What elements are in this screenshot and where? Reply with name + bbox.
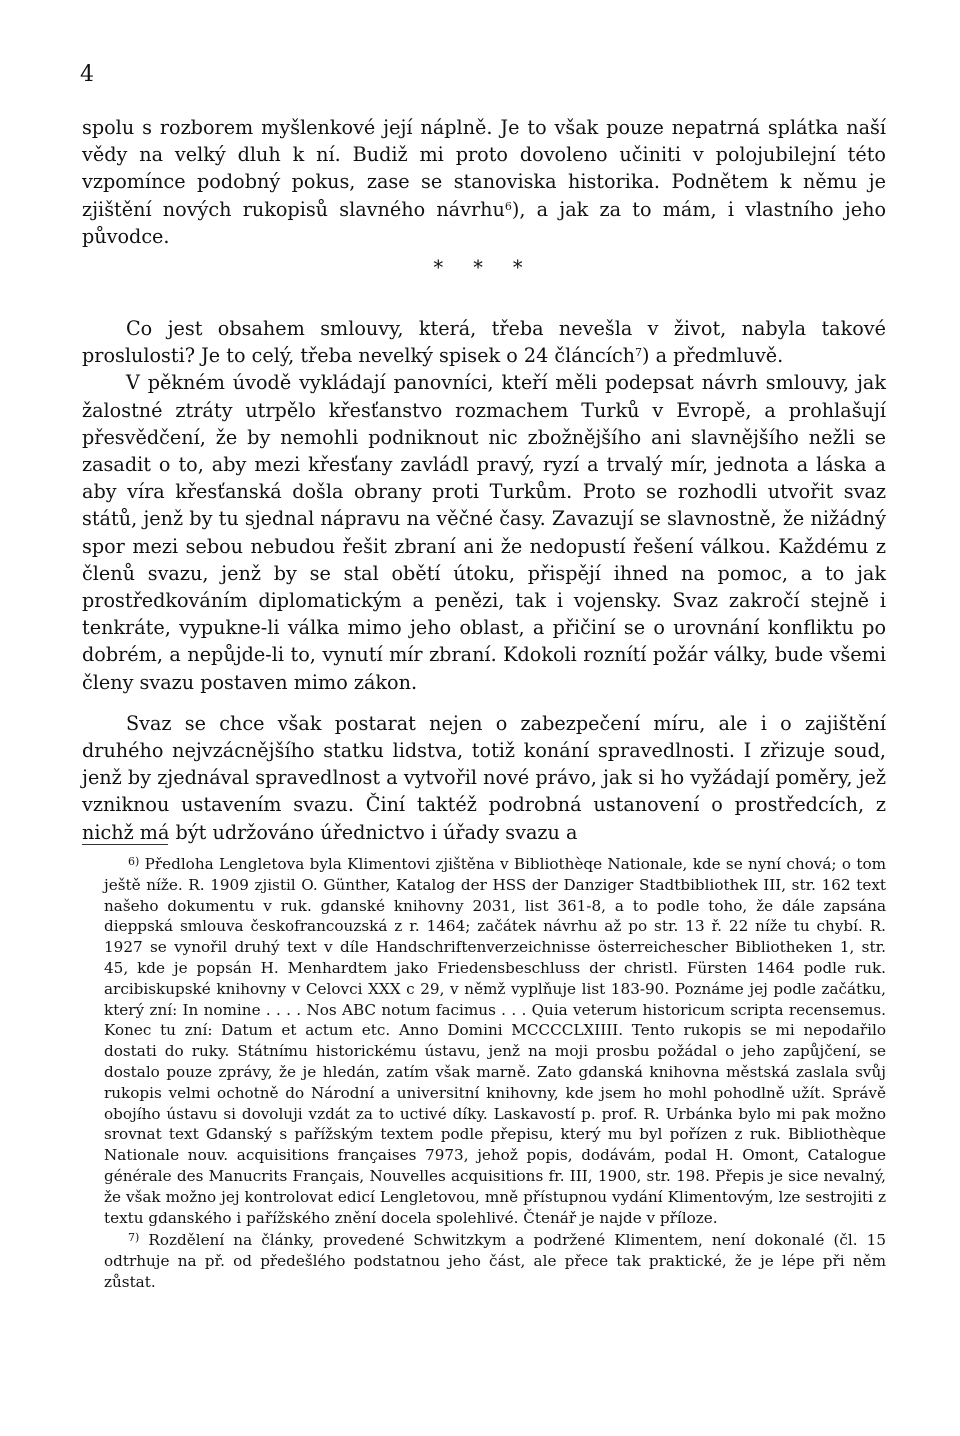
paragraph-justice: Svaz se chce však postarat nejen o zabezpečení míru, ale i o zajištění druhého nejvzácnějšího statku lidstva, totiž konání spravedlnosti. I zřizuje soud, jenž by zjednával spravedlnost a vytvořil nové právo, jak si ho vyžádají poměry, jež vzniknou ustavením svazu. Činí taktéž podrobná ustanovení o prostředcích, z nichž má být udržováno úřednictvo i úřady svazu a	[82, 711, 886, 844]
paragraph-preamble: V pěkném úvodě vykládají panovníci, kteří měli podepsat návrh smlouvy, jak žalostné ztráty utrpělo křesťanstvo rozmachem Turků v Evropě, a prohlašují přesvědčení, že by nemohli podniknout nic zbožnějšího ani slavnějšího nežli se zasadit o to, aby mezi křesťany zavládl pravý, ryzí a trvalý mír, jednota a láska a aby víra křesťanská došla obrany proti Turkům. Proto se rozhodli utvořit svaz států, jenž by tu sjednal nápravu na věčné časy. Zavazují se slavnostně, že nižádný spor mezi sebou nebudou řešit zbraní ani že nedopustí řešení válkou. Každému z členů svazu, jenž by se stal obětí útoku, přispějí ihned na pomoc, a to jak prostředkováním diplomatickým a penězi, tak i vojensky. Svaz zakročí stejně i tenkráte, vypukne-li válka mimo jeho oblast, a přičiní se o urovnání konfliktu po dobrém, a nepůjde-li to, vynutí mír zbraní. Kdokoli roznítí požár války, bude všemi členy svazu postaven mimo zákon.	[82, 371, 886, 694]
footnote-7	[104, 1228, 886, 1292]
footnote-6	[104, 852, 886, 1228]
paragraph-text: Co jest obsahem smlouvy, která, třeba nevešla v život, nabyla takové proslulosti? Je to celý, třeba nevelký spisek o 24 článcích	[82, 317, 886, 368]
main-text	[82, 114, 886, 846]
footnote-text: Rozdělení na články, provedené Schwitzkym a podržené Klimentem, není dokonalé (čl. 15 odtrhuje na př. od předešlého podstatnou jeho část, ale přece tak praktické, že je lépe při něm zůstat.	[104, 1231, 887, 1291]
paragraph-text-end: ) a předmluvě.	[642, 344, 784, 368]
paragraph-text-end: ), a jak za to mám, i vlastního jeho původce.	[82, 197, 886, 248]
footnote-mark: 7)	[128, 1231, 140, 1245]
section-separator: * * *	[433, 256, 535, 280]
footnote-divider	[82, 844, 168, 845]
footnote-ref-6[interactable]: 6	[504, 199, 512, 213]
paragraph-text: spolu s rozborem myšlenkové její náplně. Je to však pouze nepatrná splátka naší vědy na velký dluh k ní. Budiž mi proto dovoleno učiniti v polojubilejní této vzpomínce podobný pokus, zase se stanoviska historika. Podnětem k němu je zjištění nových rukopisů slavného návrhu	[82, 116, 886, 221]
footnote-mark: 6)	[128, 855, 140, 868]
footnote-ref-7[interactable]: 7	[635, 346, 643, 360]
footnote-text: Předloha Lengletova byla Klimentovi zjištěna v Bibliothèqe Nationale, kde se nyní chová; o tom ještě níže. R. 1909 zjistil O. Günther, Katalog der HSS der Danziger Stadtbibliothek III, str. 162 text našeho dokumentu v ruk. gdanské knihovny 2031, list 361-8, a to podle toho, že dále zapsána dieppská smlouva českofrancouzská z r. 1464; začátek návrhu až po str. 13 ř. 22 níže tu chybí. R. 1927 se vynořil druhý text v díle Handschriftenverzeichnisse österreichescher Bibliotheken 1, str. 45, kde je popsán H. Menhardtem jako Friedensbeschluss der christl. Fürsten 1464 podle ruk. arcibiskupské knihovny v Celovci XXX c 29, v němž vyplňuje list 183-90. Poznáme jej podle začátku, který zní: In nomine . . . . Nos ABC notum facimus . . . Quia veterum historicum scripta recensemus. Konec tu zní: Datum et actum etc. Anno Domini MCCCCLXIIII. Tento rukopis se mi nepodařilo dostati do ruky. Státnímu historickému ústavu, jenž na moji prosbu požádal o jeho zapůjčení, se dostalo pouze zprávy, že je hledán, zatím však marně. Zato gdanská knihovna městská zaslala svůj rukopis velmi ochotně do Národní a universitní knihovny, kde jsem ho mohl pohodlně užít. Správě obojího ústavu si dovoluji vzdát za to uctivé díky. Laskavostí p. prof. R. Urbánka bylo mi pak možno srovnat text Gdanský s pařížským textem podle přepisu, který mu byl pořízen z ruk. Bibliothèque Nationale nouv. acquisitions françaises 7973, jehož popis, dodávám, podal H. Omont, Catalogue générale des Manucrits Français, Nouvelles acquisitions fr. III, 1900, str. 198. Přepis je sice nevalný, že však možno jej kontrolovat edicí Lengletovou, mně přístupnou vydání Klimentovým, lze sestrojiti z textu gdanského i pařížského znění docela spolehlivé. Čtenář je najde v příloze.	[104, 855, 886, 1227]
paragraph-continuation	[82, 114, 886, 250]
paragraph-gap	[82, 696, 886, 710]
footnotes	[104, 852, 886, 1293]
paragraph-contents	[82, 315, 886, 369]
page-number: 4	[80, 62, 94, 87]
